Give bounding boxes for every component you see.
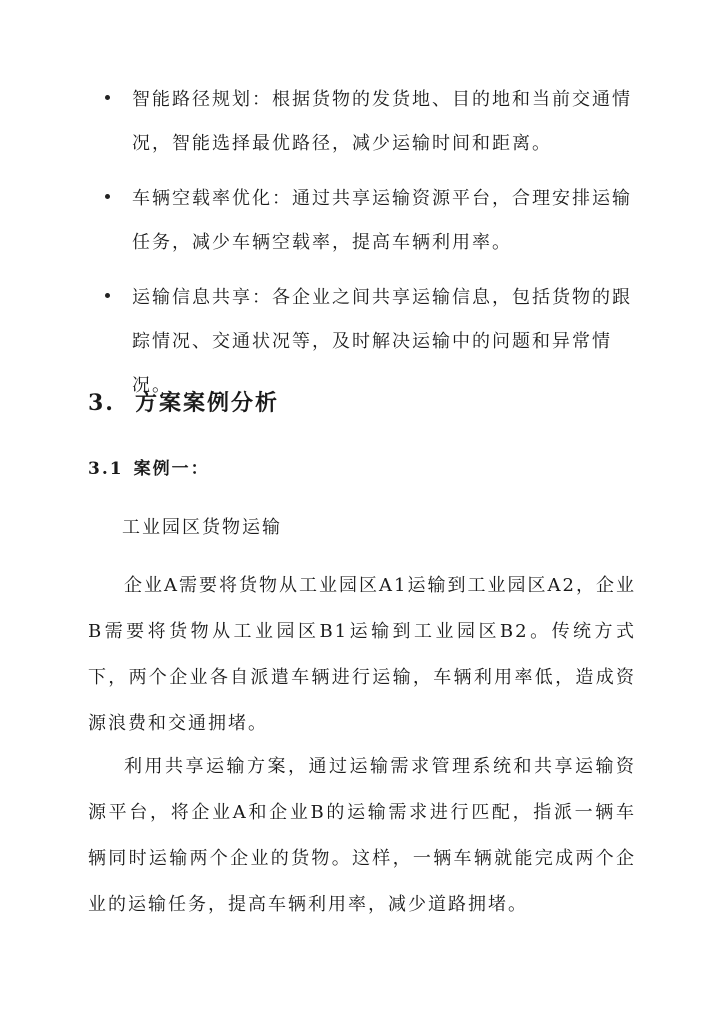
bullet-dot-icon <box>105 194 110 199</box>
paragraph: 利用共享运输方案，通过运输需求管理系统和共享运输资源平台，将企业A和企业B的运输需求进行匹配，指派一辆车辆同时运输两个企业的货物。这样，一辆车辆就能完成两个企业的运输任务，提高车辆利用率，减少道路拥堵。 <box>88 756 636 915</box>
bullet-text: 智能路径规划：根据货物的发货地、目的地和当前交通情况，智能选择最优路径，减少运输时间和距离。 <box>132 89 632 154</box>
bullet-dot-icon <box>105 95 110 100</box>
section-title: 方案案例分析 <box>134 390 279 416</box>
case-title: 工业园区货物运输 <box>122 517 282 538</box>
section-number: 3. <box>88 390 115 416</box>
subsection-title: 案例一： <box>133 459 210 479</box>
bullet-dot-icon <box>105 293 110 298</box>
bullet-text: 运输信息共享：各企业之间共享运输信息，包括货物的跟踪情况、交通状况等，及时解决运输中的问题和异常情况。 <box>132 287 632 396</box>
paragraph: 企业A需要将货物从工业园区A1运输到工业园区A2，企业B需要将货物从工业园区B1运输到工业园区B2。传统方式下，两个企业各自派遣车辆进行运输，车辆利用率低，造成资源浪费和交通拥堵。 <box>88 575 636 734</box>
subsection-heading <box>88 454 210 479</box>
bullet-text: 车辆空载率优化：通过共享运输资源平台，合理安排运输任务，减少车辆空载率，提高车辆利用率。 <box>132 188 632 253</box>
subsection-number: 3.1 <box>88 459 124 479</box>
section-heading <box>88 386 279 417</box>
